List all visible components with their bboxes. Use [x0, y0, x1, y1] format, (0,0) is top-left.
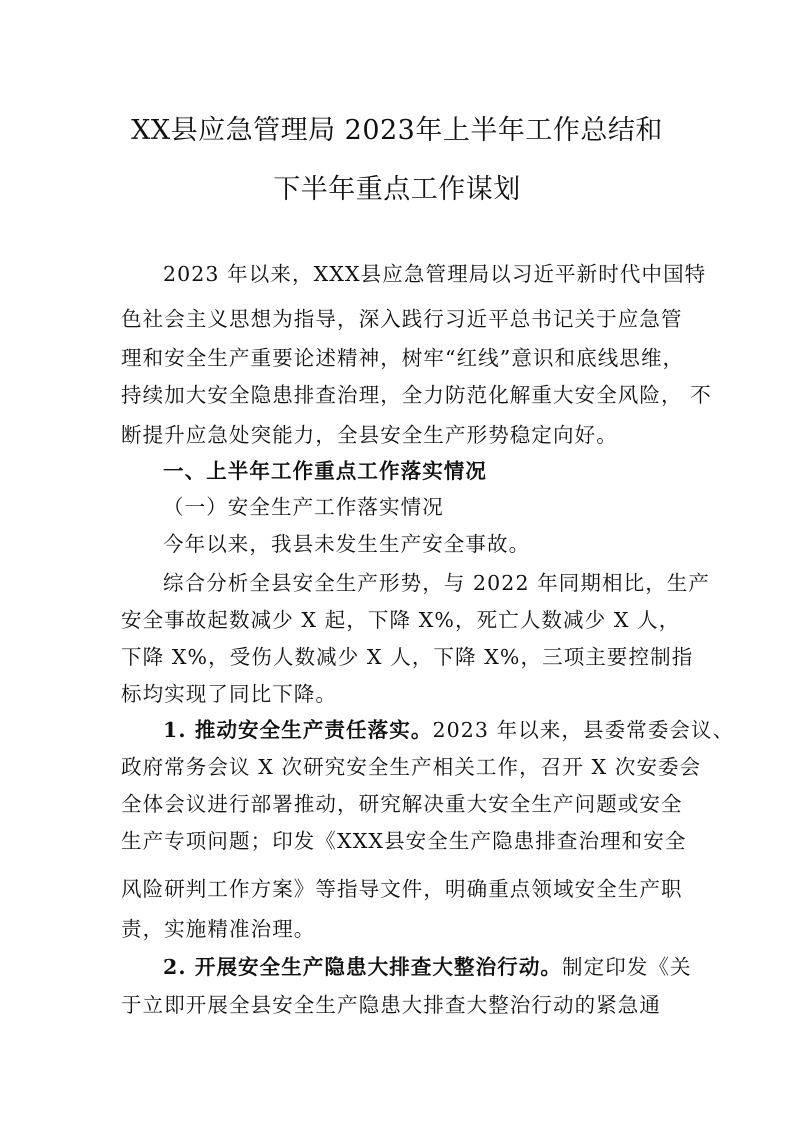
- paragraph: 今年以来，我县未发生生产安全事故。: [163, 532, 531, 556]
- document-title-line1: XX县应急管理局 2023年上半年工作总结和: [131, 115, 663, 146]
- intro-line: 断提升应急处突能力，全县安全生产形势稳定向好。: [121, 423, 618, 447]
- item2-first-line: [163, 950, 692, 980]
- analysis-line: 下降 X%，受伤人数减少 X 人，下降 X%，三项主要控制指: [121, 645, 694, 669]
- item1-line: 全体会议进行部署推动，研究解决重大安全生产问题或安全: [121, 792, 683, 816]
- item1-text: 2023 年以来，县委常委会议、: [432, 718, 735, 742]
- analysis-line: 综合分析全县安全生产形势，与 2022 年同期相比，生产: [163, 571, 711, 595]
- item1-line: 政府常务会议 X 次研究安全生产相关工作，召开 X 次安委会: [121, 755, 702, 779]
- intro-line: 2023 年以来，XXX县应急管理局以习近平新时代中国特: [163, 262, 707, 286]
- document-title-line2: 下半年重点工作谋划: [273, 174, 521, 205]
- analysis-line: 安全事故起数减少 X 起，下降 X%，死亡人数减少 X 人，: [121, 608, 681, 632]
- intro-line: 持续加大安全隐患排查治理，全力防范化解重大安全风险， 不: [121, 383, 712, 407]
- item2-heading: 2. 开展安全生产隐患大排查大整治行动。: [163, 955, 563, 979]
- item1-line: 生产专项问题；印发《XXX县安全生产隐患排查治理和安全: [121, 829, 687, 853]
- item1-line: 风险研判工作方案》等指导文件，明确重点领域安全生产职: [121, 877, 683, 901]
- section-heading: 一、上半年工作重点工作落实情况: [163, 459, 487, 483]
- item1-first-line: [163, 713, 734, 743]
- item1-heading: 1. 推动安全生产责任落实。: [163, 718, 433, 742]
- intro-line: 色社会主义思想为指导，深入践行习近平总书记关于应急管: [121, 307, 683, 331]
- subsection-heading: （一）安全生产工作落实情况: [163, 495, 444, 519]
- item2-text: 制定印发《关: [562, 955, 692, 979]
- analysis-line: 标均实现了同比下降。: [121, 682, 337, 706]
- item1-line: 责，实施精准治理。: [121, 917, 316, 941]
- intro-line: 理和安全生产重要论述精神，树牢“红线”意识和底线思维，: [121, 346, 685, 370]
- item2-line: 于立即开展全县安全生产隐患大排查大整治行动的紧急通: [121, 993, 661, 1017]
